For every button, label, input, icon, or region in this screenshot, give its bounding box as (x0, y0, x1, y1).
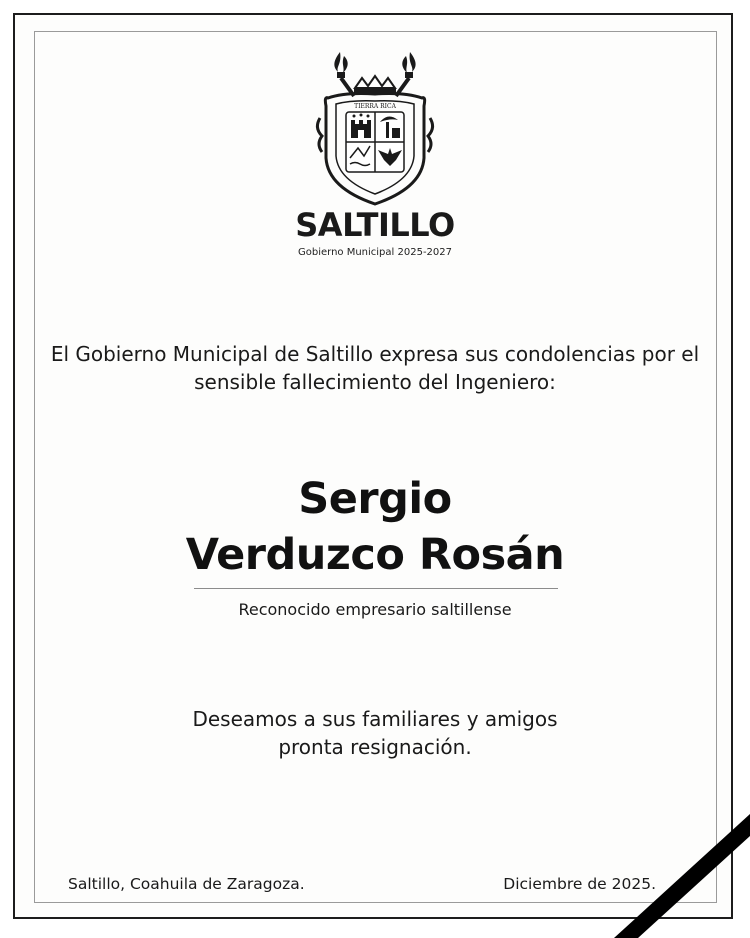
mourning-ribbon-icon (600, 800, 750, 938)
name-divider (194, 588, 558, 589)
government-period-subtitle: Gobierno Municipal 2025-2027 (297, 247, 452, 258)
wish-line-2: pronta resignación. (278, 735, 472, 759)
svg-text:TIERRA RICA: TIERRA RICA (354, 103, 396, 110)
deceased-last-name: Verduzco Rosán (185, 530, 565, 580)
saltillo-wordmark: SALTILLO (295, 206, 455, 244)
wish-line-1: Deseamos a sus familiares y amigos (192, 707, 558, 731)
footer-date: Diciembre de 2025. (503, 875, 656, 893)
coat-of-arms-icon (310, 48, 440, 208)
deceased-description: Reconocido empresario saltillense (238, 600, 512, 619)
condolence-intro: El Gobierno Municipal de Saltillo expresa sus condolencias por el sensible fallecimiento del Ingeniero: (50, 342, 700, 394)
footer-place: Saltillo, Coahuila de Zaragoza. (68, 875, 305, 893)
condolence-wish (0, 705, 750, 761)
deceased-first-name: Sergio (298, 474, 452, 524)
